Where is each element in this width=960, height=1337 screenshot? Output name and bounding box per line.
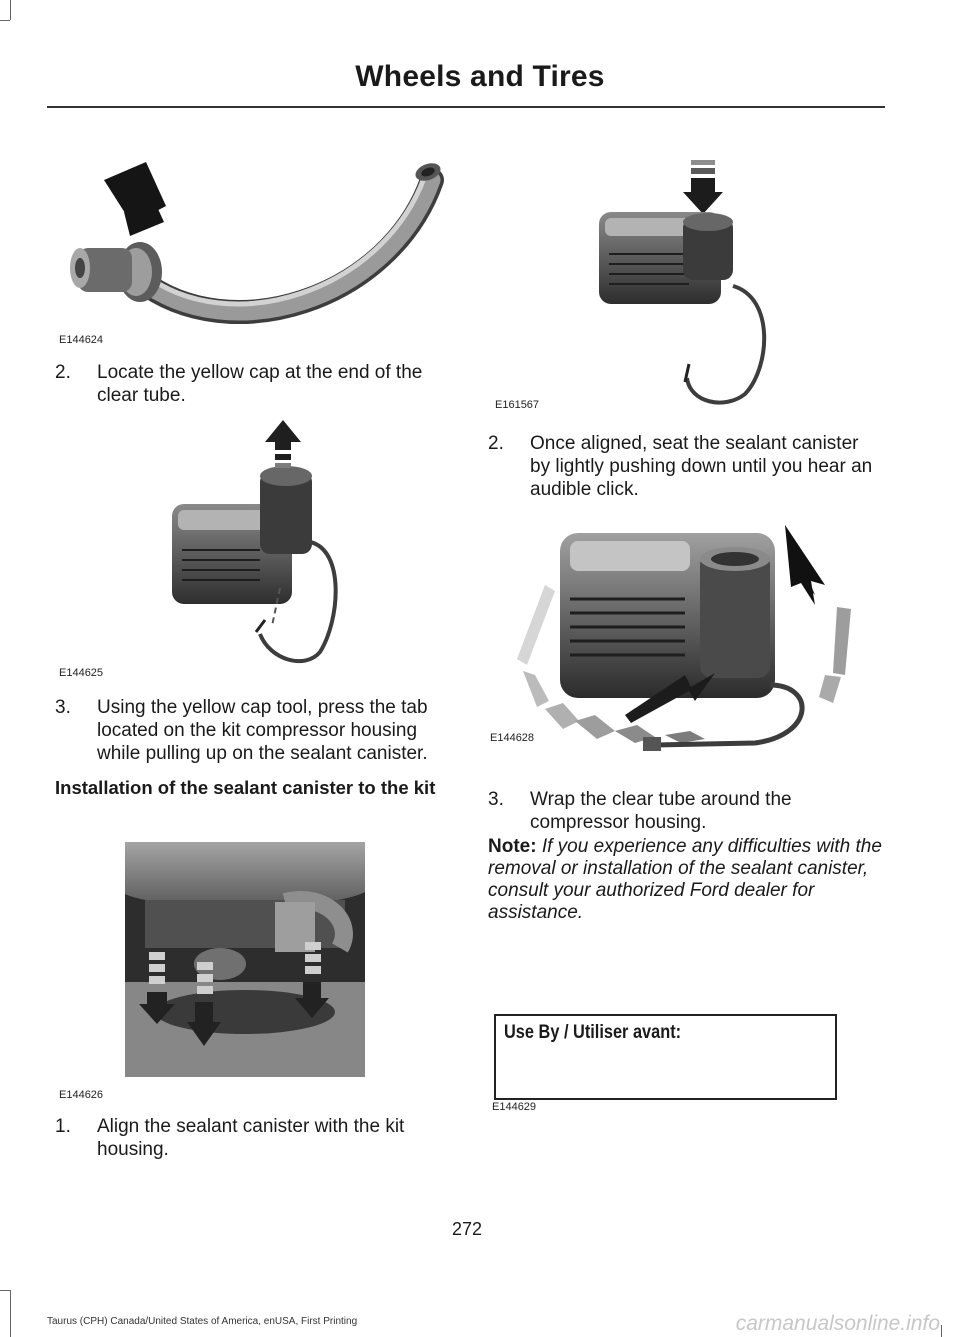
watermark: carmanualsonline.info [735,1312,940,1335]
figure-label: E144624 [59,334,104,346]
step-3-left [55,696,450,765]
crop-mark [0,1290,10,1291]
publication-info: Taurus (CPH) Canada/United States of America, enUSA, First Printing [47,1316,358,1327]
step-text: Align the sealant canister with the kit housing. [97,1116,405,1160]
figure-canister-align [125,842,365,1077]
figure-label: E161567 [495,399,540,411]
step-2-left [55,361,450,407]
crop-mark [941,1325,942,1337]
figure-label: E144626 [59,1089,104,1101]
step-text: Wrap the clear tube around the compressor housing. [530,789,792,833]
use-by-label-text: Use By / Utiliser avant: [504,1022,682,1043]
step-number: 3. [488,789,504,810]
crop-mark [10,1290,11,1337]
figure-compressor-push-down [595,158,775,410]
note-text: If you experience any difficulties with the removal or installation of the sealant canister, consult your authorized Ford dealer for assistance. [488,836,882,923]
crop-mark [10,0,11,20]
step-text: Locate the yellow cap at the end of the clear tube. [97,362,423,406]
step-text: Once aligned, seat the sealant canister by lightly pushing down until you hear an audible click. [530,433,873,500]
figure-wrap-tube [515,525,855,750]
step-number: 3. [55,697,71,718]
step-1-left [55,1115,450,1161]
step-number: 2. [488,433,504,454]
figure-compressor-pull-up [170,420,350,675]
step-text: Using the yellow cap tool, press the tab located on the kit compressor housing while pulling up on the sealant canister. [97,697,428,764]
page-number: 272 [451,1219,483,1239]
section-heading: Installation of the sealant canister to the kit [55,777,436,798]
header-rule [47,106,885,108]
page-title: Wheels and Tires [355,60,605,93]
figure-tube-illustration [60,150,450,340]
figure-label: E144625 [59,667,104,679]
step-2-right [488,432,883,501]
figure-label: E144629 [492,1101,537,1113]
note [488,836,883,924]
step-3-right [488,788,883,834]
step-number: 1. [55,1116,71,1137]
figure-label: E144628 [490,732,535,744]
step-number: 2. [55,362,71,383]
crop-mark [0,20,10,21]
use-by-label-box [494,1014,837,1100]
note-label: Note: [488,836,537,857]
